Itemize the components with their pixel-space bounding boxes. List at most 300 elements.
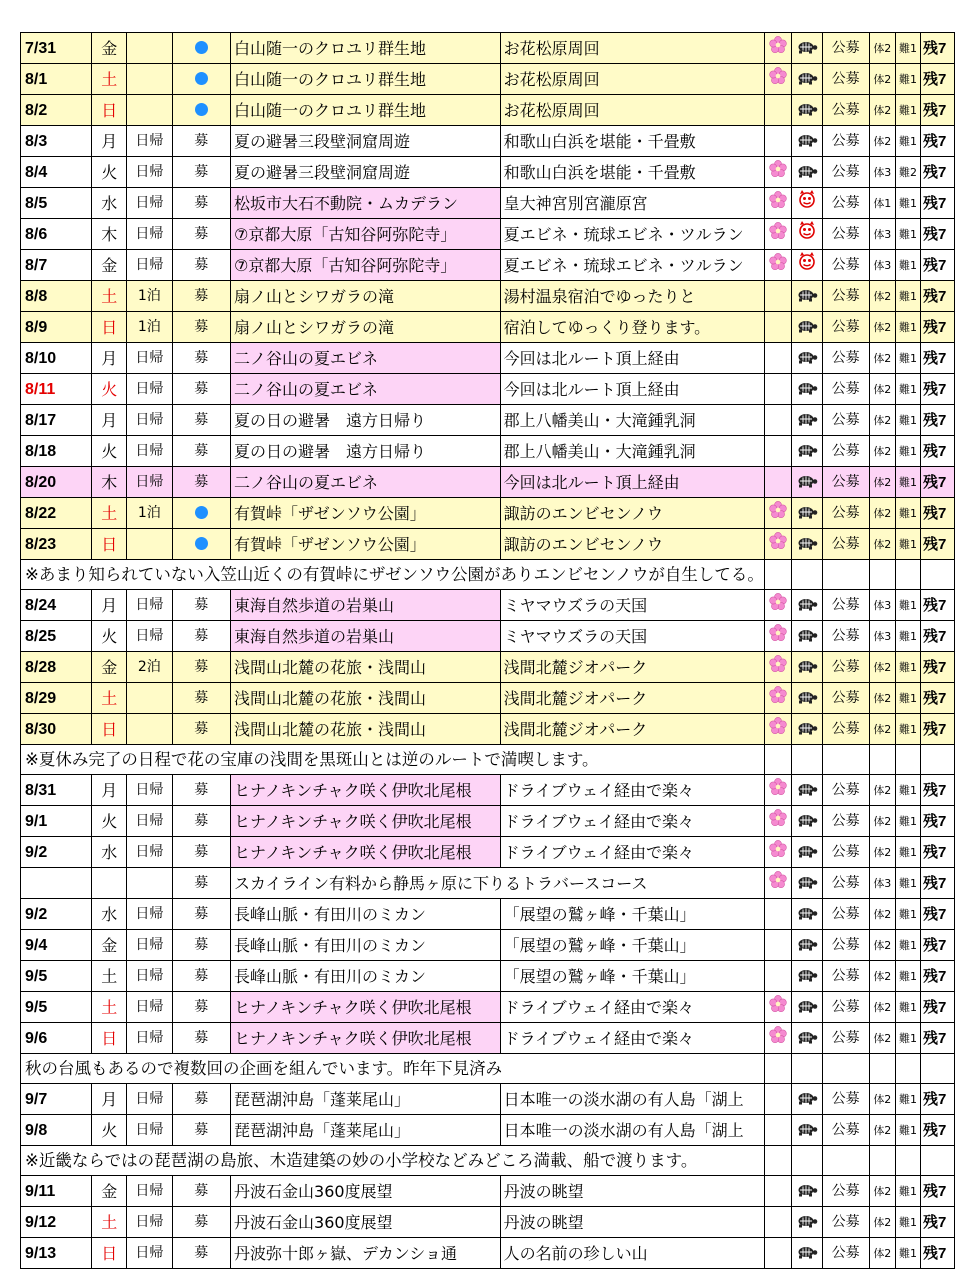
public-cell: 公募 — [822, 961, 869, 992]
turtle-icon — [796, 1085, 818, 1114]
desc-cell: 郡上八幡美山・大滝鍾乳洞 — [500, 436, 764, 467]
flower-icon — [769, 189, 787, 218]
stamina-cell: 体2 — [869, 652, 895, 683]
recruit-cell: 募 — [172, 899, 230, 930]
difficulty-cell: 難1 — [895, 188, 920, 219]
stamina-cell: 体2 — [869, 775, 895, 806]
title-cell: 丹波石金山360度展望 — [231, 1176, 501, 1207]
level-icon-cell — [791, 1207, 822, 1238]
stay-cell: 日帰 — [127, 1176, 172, 1207]
weekday-cell: 金 — [92, 33, 127, 64]
schedule-row — [21, 281, 955, 312]
date-cell: 8/22 — [21, 498, 92, 529]
level-icon-cell — [791, 992, 822, 1023]
difficulty-cell: 難1 — [895, 374, 920, 405]
stamina-cell: 体1 — [869, 188, 895, 219]
empty-cell — [869, 1146, 895, 1176]
stamina-cell: 体2 — [869, 64, 895, 95]
public-cell: 公募 — [822, 529, 869, 560]
recruit-cell: 募 — [172, 467, 230, 498]
public-cell: 公募 — [822, 930, 869, 961]
desc-cell: ミヤマウズラの天国 — [500, 621, 764, 652]
desc-cell: 浅間北麓ジオパーク — [500, 683, 764, 714]
stay-cell: 日帰 — [127, 343, 172, 374]
level-icon-cell — [791, 126, 822, 157]
turtle-icon — [796, 807, 818, 836]
turtle-icon — [796, 591, 818, 620]
schedule-row — [21, 33, 955, 64]
level-icon-cell — [791, 312, 822, 343]
remaining-cell: 残7 — [920, 961, 954, 992]
date-cell: 8/23 — [21, 529, 92, 560]
recruit-cell: 募 — [172, 126, 230, 157]
remaining-cell: 残7 — [920, 837, 954, 868]
note-row — [21, 1054, 955, 1084]
remaining-cell: 残7 — [920, 281, 954, 312]
flower-cell — [764, 1115, 791, 1146]
weekday-cell: 火 — [92, 806, 127, 837]
level-icon-cell — [791, 405, 822, 436]
stamina-cell: 体2 — [869, 374, 895, 405]
title-cell: 夏の避暑三段壁洞窟周遊 — [231, 126, 501, 157]
note-text: 秋の台風もあるので複数回の企画を組んでいます。昨年下見済み — [21, 1054, 765, 1084]
public-cell: 公募 — [822, 498, 869, 529]
desc-cell: 和歌山白浜を堪能・千畳敷 — [500, 157, 764, 188]
stamina-cell: 体2 — [869, 1023, 895, 1054]
difficulty-cell: 難1 — [895, 126, 920, 157]
desc-cell: 夏エビネ・琉球エビネ・ツルラン — [500, 250, 764, 281]
public-cell: 公募 — [822, 436, 869, 467]
level-icon-cell — [791, 961, 822, 992]
stamina-cell: 体2 — [869, 837, 895, 868]
empty-cell — [822, 1146, 869, 1176]
stay-cell: 日帰 — [127, 1084, 172, 1115]
weekday-cell: 水 — [92, 837, 127, 868]
turtle-icon — [796, 158, 818, 187]
level-icon-cell — [791, 33, 822, 64]
difficulty-cell: 難1 — [895, 1023, 920, 1054]
stamina-cell: 体2 — [869, 714, 895, 745]
demon-mask-icon — [797, 189, 817, 218]
public-cell: 公募 — [822, 621, 869, 652]
schedule-row — [21, 1176, 955, 1207]
stay-cell: 日帰 — [127, 806, 172, 837]
flower-icon — [769, 684, 787, 713]
desc-cell: 今回は北ルート頂上経由 — [500, 374, 764, 405]
public-cell: 公募 — [822, 374, 869, 405]
public-cell: 公募 — [822, 312, 869, 343]
public-cell: 公募 — [822, 1023, 869, 1054]
date-cell: 8/24 — [21, 590, 92, 621]
schedule-row — [21, 95, 955, 126]
difficulty-cell: 難1 — [895, 806, 920, 837]
title-cell: ⑦京都大原「古知谷阿弥陀寺」 — [231, 219, 501, 250]
weekday-cell: 日 — [92, 95, 127, 126]
title-cell: 白山随一のクロユリ群生地 — [231, 95, 501, 126]
desc-cell: 今回は北ルート頂上経由 — [500, 467, 764, 498]
stamina-cell: 体2 — [869, 467, 895, 498]
recruit-cell: 募 — [172, 188, 230, 219]
schedule-row — [21, 652, 955, 683]
stamina-cell: 体2 — [869, 1084, 895, 1115]
schedule-row — [21, 498, 955, 529]
flower-cell — [764, 837, 791, 868]
remaining-cell: 残7 — [920, 1238, 954, 1269]
public-cell: 公募 — [822, 188, 869, 219]
date-cell: 8/8 — [21, 281, 92, 312]
flower-icon — [769, 158, 787, 187]
stay-cell — [127, 33, 172, 64]
date-cell: 8/20 — [21, 467, 92, 498]
difficulty-cell: 難1 — [895, 250, 920, 281]
turtle-icon — [796, 344, 818, 373]
date-cell: 9/6 — [21, 1023, 92, 1054]
desc-cell: 皇大神宮別宮瀧原宮 — [500, 188, 764, 219]
recruit-cell: 募 — [172, 930, 230, 961]
date-cell: 8/2 — [21, 95, 92, 126]
flower-icon — [769, 653, 787, 682]
empty-cell — [895, 1146, 920, 1176]
flower-icon — [769, 499, 787, 528]
schedule-row — [21, 467, 955, 498]
turtle-icon — [796, 715, 818, 744]
title-cell: 夏の避暑三段壁洞窟周遊 — [231, 157, 501, 188]
date-cell: 9/5 — [21, 992, 92, 1023]
date-cell: 8/5 — [21, 188, 92, 219]
schedule-row — [21, 126, 955, 157]
difficulty-cell: 難1 — [895, 529, 920, 560]
stay-cell: 日帰 — [127, 837, 172, 868]
desc-cell: 浅間北麓ジオパーク — [500, 652, 764, 683]
stay-cell — [127, 95, 172, 126]
recruit-cell: 募 — [172, 343, 230, 374]
desc-cell: ドライブウェイ経由で楽々 — [500, 806, 764, 837]
date-cell: 8/10 — [21, 343, 92, 374]
flower-cell — [764, 281, 791, 312]
stay-cell: 日帰 — [127, 250, 172, 281]
stay-cell: 1泊 — [127, 281, 172, 312]
note-text: ※近畿ならではの琵琶湖の島旅、木造建築の妙の小学校などみどころ満載、船で渡ります。 — [21, 1146, 765, 1176]
flower-cell — [764, 992, 791, 1023]
date-cell: 9/1 — [21, 806, 92, 837]
stamina-cell: 体2 — [869, 312, 895, 343]
empty-cell — [764, 1054, 791, 1084]
stamina-cell: 体2 — [869, 683, 895, 714]
title-cell: ヒナノキンチャク咲く伊吹北尾根 — [231, 837, 501, 868]
stay-cell — [127, 714, 172, 745]
schedule-row — [21, 621, 955, 652]
flower-icon — [769, 807, 787, 836]
blue-dot-icon — [195, 506, 208, 519]
weekday-cell: 木 — [92, 219, 127, 250]
public-cell: 公募 — [822, 868, 869, 899]
weekday-cell: 月 — [92, 590, 127, 621]
title-cell: 長峰山脈・有田川のミカン — [231, 899, 501, 930]
level-icon-cell — [791, 250, 822, 281]
schedule-row — [21, 1115, 955, 1146]
stay-cell: 日帰 — [127, 1207, 172, 1238]
desc-cell: 浅間北麓ジオパーク — [500, 714, 764, 745]
title-cell: 浅間山北麓の花旅・浅間山 — [231, 652, 501, 683]
schedule-row — [21, 405, 955, 436]
flower-cell — [764, 250, 791, 281]
date-cell: 9/5 — [21, 961, 92, 992]
remaining-cell: 残7 — [920, 775, 954, 806]
turtle-icon — [796, 962, 818, 991]
flower-cell — [764, 1207, 791, 1238]
flower-icon — [769, 869, 787, 898]
schedule-row — [21, 1207, 955, 1238]
remaining-cell: 残7 — [920, 374, 954, 405]
turtle-icon — [796, 313, 818, 342]
difficulty-cell: 難1 — [895, 219, 920, 250]
blue-dot-icon — [195, 103, 208, 116]
difficulty-cell: 難1 — [895, 1084, 920, 1115]
title-cell: 夏の日の避暑 遠方日帰り — [231, 405, 501, 436]
title-cell: 松坂市大石不動院・ムカデラン — [231, 188, 501, 219]
title-cell: 二ノ谷山の夏エビネ — [231, 467, 501, 498]
flower-icon — [769, 993, 787, 1022]
public-cell: 公募 — [822, 806, 869, 837]
flower-icon — [769, 530, 787, 559]
weekday-cell — [92, 868, 127, 899]
title-cell: 琵琶湖沖島「蓬莱尾山」 — [231, 1115, 501, 1146]
difficulty-cell: 難1 — [895, 621, 920, 652]
public-cell: 公募 — [822, 250, 869, 281]
public-cell: 公募 — [822, 281, 869, 312]
stamina-cell: 体2 — [869, 1176, 895, 1207]
schedule-row — [21, 806, 955, 837]
remaining-cell: 残7 — [920, 590, 954, 621]
public-cell: 公募 — [822, 837, 869, 868]
turtle-icon — [796, 375, 818, 404]
public-cell: 公募 — [822, 652, 869, 683]
weekday-cell: 火 — [92, 1115, 127, 1146]
date-cell: 8/29 — [21, 683, 92, 714]
turtle-icon — [796, 65, 818, 94]
weekday-cell: 月 — [92, 1084, 127, 1115]
weekday-cell: 日 — [92, 714, 127, 745]
flower-cell — [764, 126, 791, 157]
difficulty-cell: 難1 — [895, 775, 920, 806]
date-cell: 9/2 — [21, 899, 92, 930]
empty-cell — [920, 745, 954, 775]
empty-cell — [764, 1146, 791, 1176]
turtle-icon — [796, 499, 818, 528]
recruit-cell: 募 — [172, 775, 230, 806]
level-icon-cell — [791, 868, 822, 899]
schedule-row — [21, 529, 955, 560]
remaining-cell: 残7 — [920, 1207, 954, 1238]
recruit-cell: 募 — [172, 590, 230, 621]
public-cell: 公募 — [822, 343, 869, 374]
stamina-cell: 体2 — [869, 498, 895, 529]
recruit-cell: 募 — [172, 1238, 230, 1269]
date-cell: 8/11 — [21, 374, 92, 405]
desc-cell: ミヤマウズラの天国 — [500, 590, 764, 621]
level-icon-cell — [791, 436, 822, 467]
title-cell: ヒナノキンチャク咲く伊吹北尾根 — [231, 806, 501, 837]
public-cell: 公募 — [822, 1115, 869, 1146]
stamina-cell: 体2 — [869, 33, 895, 64]
desc-cell: ドライブウェイ経由で楽々 — [500, 992, 764, 1023]
level-icon-cell — [791, 1084, 822, 1115]
difficulty-cell: 難1 — [895, 281, 920, 312]
title-cell: ヒナノキンチャク咲く伊吹北尾根 — [231, 1023, 501, 1054]
date-cell: 9/13 — [21, 1238, 92, 1269]
remaining-cell: 残7 — [920, 219, 954, 250]
weekday-cell: 火 — [92, 374, 127, 405]
public-cell: 公募 — [822, 775, 869, 806]
schedule-row — [21, 899, 955, 930]
empty-cell — [895, 1054, 920, 1084]
turtle-icon — [796, 622, 818, 651]
remaining-cell: 残7 — [920, 868, 954, 899]
difficulty-cell: 難1 — [895, 33, 920, 64]
difficulty-cell: 難1 — [895, 868, 920, 899]
date-cell: 9/11 — [21, 1176, 92, 1207]
title-cell: 夏の日の避暑 遠方日帰り — [231, 436, 501, 467]
turtle-icon — [796, 993, 818, 1022]
flower-cell — [764, 806, 791, 837]
stamina-cell: 体2 — [869, 436, 895, 467]
remaining-cell: 残7 — [920, 806, 954, 837]
empty-cell — [791, 560, 822, 590]
desc-cell: 「展望の鷲ヶ峰・千葉山」 — [500, 930, 764, 961]
recruit-cell: 募 — [172, 621, 230, 652]
recruit-cell: 募 — [172, 992, 230, 1023]
level-icon-cell — [791, 899, 822, 930]
turtle-icon — [796, 653, 818, 682]
title-cell: 有賀峠「ザゼンソウ公園」 — [231, 529, 501, 560]
public-cell: 公募 — [822, 899, 869, 930]
level-icon-cell — [791, 95, 822, 126]
recruit-cell: 募 — [172, 1023, 230, 1054]
blue-dot-icon — [195, 72, 208, 85]
flower-cell — [764, 1023, 791, 1054]
turtle-icon — [796, 1024, 818, 1053]
stay-cell: 日帰 — [127, 405, 172, 436]
empty-cell — [920, 1146, 954, 1176]
title-cell: ヒナノキンチャク咲く伊吹北尾根 — [231, 992, 501, 1023]
level-icon-cell — [791, 837, 822, 868]
difficulty-cell: 難1 — [895, 436, 920, 467]
flower-cell — [764, 374, 791, 405]
stay-cell — [127, 868, 172, 899]
title-cell: ⑦京都大原「古知谷阿弥陀寺」 — [231, 250, 501, 281]
flower-cell — [764, 157, 791, 188]
stay-cell: 日帰 — [127, 219, 172, 250]
weekday-cell: 月 — [92, 343, 127, 374]
recruit-cell: 募 — [172, 714, 230, 745]
public-cell: 公募 — [822, 992, 869, 1023]
recruit-cell — [172, 33, 230, 64]
weekday-cell: 金 — [92, 1176, 127, 1207]
date-cell: 8/31 — [21, 775, 92, 806]
weekday-cell: 日 — [92, 1023, 127, 1054]
level-icon-cell — [791, 930, 822, 961]
difficulty-cell: 難1 — [895, 64, 920, 95]
stamina-cell: 体3 — [869, 157, 895, 188]
schedule-row — [21, 590, 955, 621]
title-cell: 浅間山北麓の花旅・浅間山 — [231, 683, 501, 714]
empty-cell — [791, 1054, 822, 1084]
weekday-cell: 土 — [92, 281, 127, 312]
recruit-cell: 募 — [172, 374, 230, 405]
turtle-icon — [796, 437, 818, 466]
stay-cell: 日帰 — [127, 1023, 172, 1054]
flower-cell — [764, 219, 791, 250]
flower-cell — [764, 683, 791, 714]
level-icon-cell — [791, 219, 822, 250]
demon-mask-icon — [797, 251, 817, 280]
desc-cell: お花松原周回 — [500, 64, 764, 95]
turtle-icon — [796, 1239, 818, 1268]
level-icon-cell — [791, 806, 822, 837]
recruit-cell: 募 — [172, 219, 230, 250]
schedule-row — [21, 992, 955, 1023]
level-icon-cell — [791, 1023, 822, 1054]
stamina-cell: 体2 — [869, 899, 895, 930]
desc-cell: 日本唯一の淡水湖の有人島「湖上 — [500, 1115, 764, 1146]
remaining-cell: 残7 — [920, 405, 954, 436]
flower-cell — [764, 33, 791, 64]
title-cell: 二ノ谷山の夏エビネ — [231, 374, 501, 405]
empty-cell — [869, 745, 895, 775]
weekday-cell: 日 — [92, 312, 127, 343]
flower-cell — [764, 529, 791, 560]
schedule-row — [21, 374, 955, 405]
title-cell: 有賀峠「ザゼンソウ公園」 — [231, 498, 501, 529]
stamina-cell: 体2 — [869, 930, 895, 961]
remaining-cell: 残7 — [920, 621, 954, 652]
title-cell: 二ノ谷山の夏エビネ — [231, 343, 501, 374]
public-cell: 公募 — [822, 1238, 869, 1269]
date-cell: 8/1 — [21, 64, 92, 95]
flower-cell — [764, 1084, 791, 1115]
difficulty-cell: 難1 — [895, 652, 920, 683]
flower-icon — [769, 622, 787, 651]
desc-cell: 丹波の眺望 — [500, 1176, 764, 1207]
title-cell: 東海自然歩道の岩巣山 — [231, 590, 501, 621]
stay-cell: 日帰 — [127, 992, 172, 1023]
flower-cell — [764, 1176, 791, 1207]
level-icon-cell — [791, 683, 822, 714]
turtle-icon — [796, 776, 818, 805]
stay-cell: 日帰 — [127, 590, 172, 621]
empty-cell — [869, 1054, 895, 1084]
public-cell: 公募 — [822, 467, 869, 498]
stamina-cell: 体2 — [869, 529, 895, 560]
date-cell: 7/31 — [21, 33, 92, 64]
demon-mask-icon — [797, 220, 817, 249]
stay-cell: 1泊 — [127, 312, 172, 343]
turtle-icon — [796, 34, 818, 63]
turtle-icon — [796, 684, 818, 713]
schedule-row — [21, 343, 955, 374]
turtle-icon — [796, 869, 818, 898]
remaining-cell: 残7 — [920, 1023, 954, 1054]
flower-icon — [769, 220, 787, 249]
public-cell: 公募 — [822, 219, 869, 250]
weekday-cell: 土 — [92, 1207, 127, 1238]
recruit-cell: 募 — [172, 1176, 230, 1207]
stamina-cell: 体3 — [869, 219, 895, 250]
difficulty-cell: 難2 — [895, 157, 920, 188]
stay-cell: 日帰 — [127, 961, 172, 992]
recruit-cell: 募 — [172, 652, 230, 683]
difficulty-cell: 難1 — [895, 930, 920, 961]
